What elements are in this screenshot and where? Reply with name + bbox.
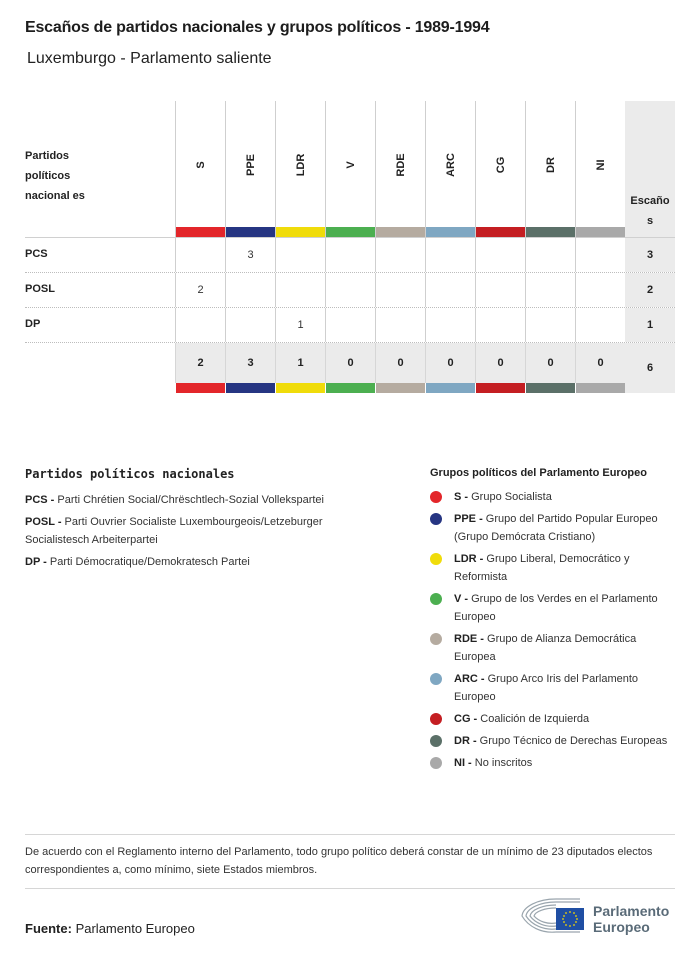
seat-cell: 1 — [275, 308, 325, 342]
group-legend-item — [430, 670, 675, 706]
separator: - — [54, 516, 65, 528]
political-groups-legend-title: Grupos políticos del Parlamento Europeo — [430, 467, 647, 479]
seat-cell — [425, 238, 475, 272]
group-color-bar — [176, 227, 225, 237]
group-full-name: Grupo Técnico de Derechas Europeas — [479, 735, 668, 747]
logo-line-2: Europeo — [593, 919, 650, 935]
column-total: 0 — [475, 343, 525, 383]
group-color-dot-icon — [430, 491, 442, 503]
group-code: DR — [454, 735, 470, 747]
party-code: DP — [25, 556, 41, 568]
group-legend-item — [430, 488, 675, 506]
group-code-label: ARC — [444, 153, 457, 177]
table-header — [25, 101, 675, 237]
group-full-name: Grupo Socialista — [471, 491, 552, 503]
group-color-bar — [276, 227, 325, 237]
party-column-header: Partidos políticos nacional es — [25, 150, 85, 202]
group-color-bar — [426, 227, 475, 237]
group-legend-item — [430, 510, 675, 546]
group-color-bar — [575, 383, 625, 393]
seat-cell — [575, 308, 625, 342]
column-total: 0 — [375, 343, 425, 383]
group-legend-item — [430, 754, 675, 772]
column-total: 1 — [275, 343, 325, 383]
group-column-header — [325, 101, 375, 237]
seat-cell — [325, 308, 375, 342]
source-value: Parlamento Europeo — [75, 921, 195, 936]
seat-cell: 3 — [225, 238, 275, 272]
national-parties-legend — [25, 467, 385, 575]
group-color-dot-icon — [430, 713, 442, 725]
row-total: 2 — [625, 273, 675, 307]
group-full-name: Grupo del Partido Popular Europeo (Grupo Demócrata Cristiano) — [454, 513, 658, 543]
seat-cell — [475, 273, 525, 307]
group-code: ARC — [454, 673, 478, 685]
separator: - — [461, 593, 472, 605]
seat-cell — [575, 238, 625, 272]
group-code: PPE — [454, 513, 477, 525]
separator: - — [461, 491, 472, 503]
group-full-name: Grupo Arco Iris del Parlamento Europeo — [454, 673, 639, 703]
group-legend-item — [430, 590, 675, 626]
logo-line-1: Parlamento — [593, 903, 670, 919]
group-color-dot-icon — [430, 673, 442, 685]
group-code: V — [454, 593, 462, 605]
seat-cell — [225, 273, 275, 307]
footnote: De acuerdo con el Reglamento interno del Parlamento, todo grupo político deberá constar de un mínimo de 23 diputados electos correspondientes a, como mínimo, siete Estados miembros. — [25, 834, 675, 889]
logo-text — [593, 903, 669, 935]
group-color-bar — [226, 227, 275, 237]
group-color-bar — [326, 227, 375, 237]
group-full-name: No inscritos — [474, 757, 533, 769]
group-legend-item — [430, 630, 675, 666]
party-full-name: Parti Ouvrier Socialiste Luxembourgeois/Letzeburger Socialistesch Arbeiterpartei — [25, 516, 323, 546]
column-total: 0 — [325, 343, 375, 383]
group-column-header — [225, 101, 275, 237]
seat-cell — [525, 238, 575, 272]
group-color-bar — [275, 383, 325, 393]
group-code-label: RDE — [394, 153, 407, 177]
group-code-label: V — [344, 161, 357, 169]
seat-cell — [375, 273, 425, 307]
seat-cell — [375, 238, 425, 272]
source-label: Fuente: — [25, 921, 72, 936]
row-total: 3 — [625, 238, 675, 272]
group-color-bar — [225, 383, 275, 393]
group-code-label: NI — [594, 159, 607, 171]
source — [25, 921, 195, 936]
seat-cell — [225, 308, 275, 342]
group-full-name: Grupo de Alianza Democrática Europea — [454, 633, 637, 663]
group-color-dot-icon — [430, 735, 442, 747]
group-color-dot-icon — [430, 633, 442, 645]
party-legend-item — [25, 513, 385, 549]
column-total: 0 — [525, 343, 575, 383]
seat-cell — [375, 308, 425, 342]
total-column-header — [625, 101, 675, 237]
party-full-name: Parti Chrétien Social/Chrëschtlech-Sozial Vollekspartei — [57, 494, 324, 506]
total-header-label: Escaño s — [630, 195, 670, 227]
seat-cell — [325, 238, 375, 272]
column-total: 0 — [575, 343, 625, 383]
group-code: CG — [454, 713, 471, 725]
seat-cell — [475, 308, 525, 342]
table-row — [25, 237, 675, 272]
page-title: Escaños de partidos nacionales y grupos políticos - 1989-1994 — [25, 19, 490, 36]
group-column-header — [575, 101, 625, 237]
seat-cell — [575, 273, 625, 307]
group-color-dot-icon — [430, 513, 442, 525]
seat-cell — [425, 273, 475, 307]
separator: - — [47, 494, 58, 506]
group-code: RDE — [454, 633, 478, 645]
group-column-header — [375, 101, 425, 237]
group-column-header — [275, 101, 325, 237]
group-color-dot-icon — [430, 593, 442, 605]
seats-table — [25, 101, 675, 392]
column-total: 2 — [175, 343, 225, 383]
seat-cell — [525, 308, 575, 342]
group-column-header — [425, 101, 475, 237]
group-color-dot-icon — [430, 553, 442, 565]
seat-cell — [475, 238, 525, 272]
column-total: 3 — [225, 343, 275, 383]
separator: - — [465, 757, 475, 769]
group-full-name: Grupo de los Verdes en el Parlamento Europeo — [454, 593, 658, 623]
column-total: 0 — [425, 343, 475, 383]
seat-cell — [325, 273, 375, 307]
table-row — [25, 272, 675, 307]
separator: - — [476, 513, 486, 525]
group-code: LDR — [454, 553, 477, 565]
seat-cell — [525, 273, 575, 307]
party-legend-item — [25, 553, 385, 571]
group-code-label: DR — [544, 157, 557, 173]
group-legend-item — [430, 732, 675, 750]
separator: - — [470, 713, 481, 725]
grand-total: 6 — [625, 343, 675, 393]
seat-cell — [275, 273, 325, 307]
group-code-label: LDR — [294, 153, 307, 177]
national-parties-legend-title: Partidos políticos nacionales — [25, 467, 235, 481]
group-color-bar — [375, 383, 425, 393]
group-color-bar — [476, 227, 525, 237]
seat-cell: 2 — [175, 273, 225, 307]
party-name: PCS — [25, 248, 48, 260]
group-code: S — [454, 491, 462, 503]
party-code: POSL — [25, 516, 55, 528]
seat-cell — [275, 238, 325, 272]
group-full-name: Coalición de Izquierda — [480, 713, 590, 725]
seat-cell — [175, 238, 225, 272]
group-legend-item — [430, 550, 675, 586]
political-groups-legend — [430, 467, 675, 776]
party-code: PCS — [25, 494, 48, 506]
separator: - — [477, 673, 488, 685]
row-total: 1 — [625, 308, 675, 342]
group-color-bar — [525, 383, 575, 393]
group-code-label: CG — [494, 156, 507, 174]
party-name: DP — [25, 318, 41, 330]
group-color-dot-icon — [430, 757, 442, 769]
totals-row — [25, 342, 675, 392]
separator: - — [477, 633, 488, 645]
page-subtitle: Luxemburgo - Parlamento saliente — [27, 50, 272, 67]
party-name: POSL — [25, 283, 55, 295]
parliament-hemicycle-icon — [520, 896, 592, 936]
group-legend-item — [430, 710, 675, 728]
separator: - — [476, 553, 487, 565]
group-color-bar — [376, 227, 425, 237]
group-code-label: PPE — [244, 153, 257, 177]
group-column-header — [525, 101, 575, 237]
group-color-bar — [576, 227, 625, 237]
group-column-header — [175, 101, 225, 237]
party-full-name: Parti Démocratique/Demokratesch Partei — [49, 556, 250, 568]
group-color-bar — [325, 383, 375, 393]
european-parliament-logo — [520, 896, 680, 936]
table-row — [25, 307, 675, 342]
group-code-label: S — [194, 161, 207, 169]
group-color-bar — [475, 383, 525, 393]
group-color-bar — [175, 383, 225, 393]
seat-cell — [175, 308, 225, 342]
separator: - — [40, 556, 50, 568]
separator: - — [469, 735, 480, 747]
seat-cell — [425, 308, 475, 342]
group-color-bar — [425, 383, 475, 393]
group-full-name: Grupo Liberal, Democrático y Reformista — [454, 553, 630, 583]
group-column-header — [475, 101, 525, 237]
group-color-bar — [526, 227, 575, 237]
party-legend-item — [25, 491, 385, 509]
group-code: NI — [454, 757, 465, 769]
